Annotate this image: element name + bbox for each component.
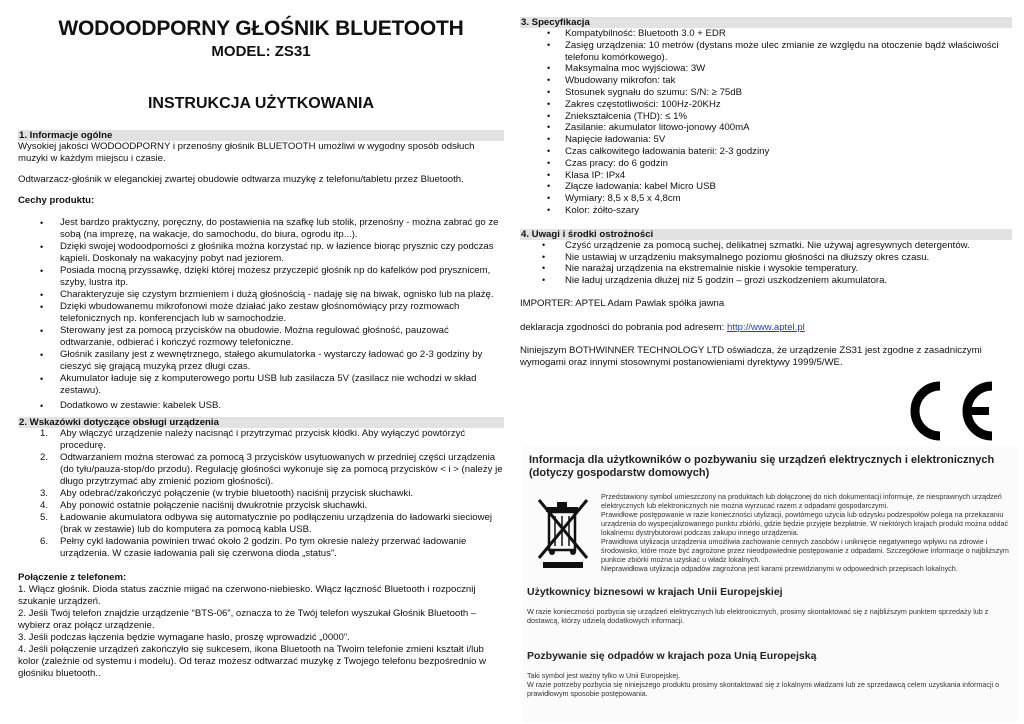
features-heading: Cechy produktu: bbox=[18, 195, 95, 206]
list-item: • Wymiary: 8,5 x 8,5 x 4,8cm bbox=[520, 193, 1012, 205]
list-item: • Dzięki wbudowanemu mikrofonowi może działać jako zestaw głośnomówiący przy rozmowach telefonicznych np. konferencjach lub w samochodzie. bbox=[18, 301, 504, 325]
list-item: • Maksymalna moc wyjściowa: 3W bbox=[520, 63, 1012, 75]
list-item: • Napięcie ładowania: 5V bbox=[520, 134, 1012, 146]
list-item: • Zasilanie: akumulator litowo-jonowy 400mA bbox=[520, 122, 1012, 134]
left-column bbox=[18, 0, 504, 679]
tips-list bbox=[18, 428, 504, 560]
list-item: • Dzięki swojej wodoodporności z głośnika można korzystać np. w łazience biorąc prysznic czy podczas kąpieli. Doskonały na wakacyjny pobyt nad jeziorem. bbox=[18, 241, 504, 265]
warnings-list bbox=[520, 240, 1012, 287]
section-heading-spec: 3. Specyfikacja bbox=[520, 17, 1012, 28]
importer-text: IMPORTER: APTEL Adam Pawlak spółka jawna bbox=[520, 297, 725, 309]
list-item: 2. Odtwarzaniem można sterować za pomocą 3 przycisków usytuowanych w przedniej części urządzenia (do tyłu/pauza-stop/do przodu). Regulację głośności wykonuje się za pomocą przycisków < i > (należy je długo przytrzymać aby zmienić poziom głośności). bbox=[40, 452, 503, 487]
weee-outside bbox=[527, 650, 1011, 698]
weee-title: Informacja dla użytkowników o pozbywaniu się urządzeń elektrycznych i elektronicznych (dotyczy gospodarstw domowych) bbox=[529, 454, 995, 479]
compliance-text: Niniejszym BOTHWINNER TECHNOLOGY LTD oświadcza, że urządzenie ZS31 jest zgodne z zasadniczymi wymogami oraz innymi stosownymi postanowieniami dyrektywy 1999/5/WE. bbox=[520, 344, 982, 368]
list-item: 1. Aby włączyć urządzenie należy nacisnąć i przytrzymać przycisk kłódki. Aby wyłączyć powtórzyć procedurę. bbox=[40, 428, 466, 451]
list-item: • Złącze ładowania: kabel Micro USB bbox=[520, 181, 1012, 193]
connection-step: 4. Jeśli połączenie urządzeń zakończyło się sukcesem, ikona Bluetooth na Twoim telefonie zmieni kształt i/lub kolor (zależnie od systemu i modelu). Od teraz możesz odtwarzać muzykę z Twojego telefonu bezpośrednio w głośniku bluetooth.. bbox=[18, 644, 487, 679]
connection-step: 1. Włącz głośnik. Dioda status zacznie migać na czerwono-niebiesko. Włącz łączność Bluetooth i rozpocznij szukanie urządzeń. bbox=[18, 584, 476, 607]
warnings-section bbox=[520, 229, 1012, 369]
general-section bbox=[18, 130, 504, 412]
weee-body bbox=[601, 492, 1011, 573]
list-item: • Jest bardzo praktyczny, poręczny, do postawienia na szafkę lub stolik, przenośny - można zabrać go ze sobą (na imprezę, na wakacje, do samochodu, do biura, ogrodu itp...). bbox=[18, 217, 504, 241]
list-item: • Nie ustawiaj w urządzeniu maksymalnego poziomu głośności na dłuższy okres czasu. bbox=[520, 252, 1012, 264]
list-item: • Zasięg urządzenia: 10 metrów (dystans może ulec zmianie ze względu na otoczenie bądź właściwości telefonu komórkowego). bbox=[520, 40, 1012, 64]
list-item: • Akumulator ładuje się z komputerowego portu USB lub zasilacza 5V (zasilacz nie wchodzi w skład zestawu). bbox=[18, 373, 504, 397]
connection-heading: Połączenie z telefonem: bbox=[18, 572, 127, 583]
list-item: • Wbudowany mikrofon: tak bbox=[520, 75, 1012, 87]
declaration-link[interactable]: http://www.aptel.pl bbox=[726, 321, 805, 333]
paragraph: Wysokiej jakości WODOODPORNY i przenośny głośnik BLUETOOTH umożliwi w wygodny sposób odsłuch muzyki w każdym miejscu i czasie. bbox=[18, 141, 475, 164]
right-column bbox=[520, 0, 1012, 369]
weee-paragraph: Nieprawidłowa utylizacja odpadów zagrożona jest karami przewidzianymi w odpowiednich przepisach lokalnych. bbox=[601, 564, 958, 573]
instructions-heading: INSTRUKCJA UŻYTKOWANIA bbox=[147, 95, 375, 112]
list-item: • Czyść urządzenie za pomocą suchej, delikatnej szmatki. Nie używaj agresywnych detergentów. bbox=[520, 240, 1012, 252]
list-item: 6. Pełny cykl ładowania powinien trwać około 2 godzin. Po tym okresie należy przerwać ładowanie urządzenia. W czasie ładowania pali się czerwona dioda „status”. bbox=[40, 536, 467, 559]
spec-section bbox=[520, 17, 1012, 217]
section-heading-tips: 2. Wskazówki dotyczące obsługi urządzenia bbox=[18, 417, 504, 428]
weee-paragraph: Prawidłowe postępowanie w razie konieczności utylizacji, powtórnego użycia lub odzysku podzespołów polega na przekazaniu urządzenia do wyspecjalizowanego punktu zbiórki, gdzie będzie przyjęte bezpłatnie. W niektórych krajach produkt można oddać lokalnemu dystrybutorowi podczas zakupu innego urządzenia. bbox=[601, 510, 1009, 537]
list-item: 5. Ładowanie akumulatora odbywa się automatycznie po podłączeniu urządzenia do ładowarki sieciowej (brak w zestawie) lub do komputera za pomocą kabla USB. bbox=[40, 512, 492, 535]
section-heading-general: 1. Informacje ogólne bbox=[18, 130, 504, 141]
list-item: • Dodatkowo w zestawie: kabelek USB. bbox=[18, 400, 504, 412]
list-item: • Kolor: żółto-szary bbox=[520, 205, 1012, 217]
list-item: • Kompatybilność: Bluetooth 3.0 + EDR bbox=[520, 28, 1012, 40]
list-item: • Zakres częstotliwości: 100Hz-20KHz bbox=[520, 99, 1012, 111]
list-item: • Posiada mocną przyssawkę, dzięki której możesz przyczepić głośnik np do kafelków pod prysznicem, szyby, lustra itp. bbox=[18, 265, 504, 289]
list-item: • Sterowany jest za pomocą przycisków na obudowie. Można regulować głośność, pauzować odtwarzanie, odbierać i kończyć rozmowy telefoniczne. bbox=[18, 325, 504, 349]
list-item: • Klasa IP: IPx4 bbox=[520, 170, 1012, 182]
model-label: MODEL: ZS31 bbox=[211, 43, 311, 60]
list-item: • Stosunek sygnału do szumu: S/N: ≥ 75dB bbox=[520, 87, 1012, 99]
spec-list bbox=[520, 28, 1012, 217]
list-item: • Charakteryzuje się czystym brzmieniem i dużą głośnością - nadaję się na biwak, ognisko lub na plażę. bbox=[18, 289, 504, 301]
weee-outside-text: W razie potrzeby pozbycia się niniejszego produktu prosimy skontaktować się z lokalnymi władzami lub ze sprzedawcą celem uzyskania informacji o prawidłowym sposobie postępowania. bbox=[527, 680, 1000, 698]
weee-paragraph: Przedstawiony symbol umieszczony na produktach lub dołączonej do nich dokumentacji informuje, że niesprawnych urządzeń elektrycznych lub elektronicznych nie można wyrzucać razem z odpadami gospodarczymi. bbox=[601, 492, 1002, 510]
list-item: • Zniekształcenia (THD): ≤ 1% bbox=[520, 111, 1012, 123]
ce-mark-icon bbox=[896, 380, 998, 442]
list-item: • Czas całkowitego ładowania baterii: 2-3 godziny bbox=[520, 146, 1012, 158]
paragraph: Odtwarzacz-głośnik w eleganckiej zwartej obudowie odtwarza muzykę z telefonu/tabletu przez Bluetooth. bbox=[18, 174, 464, 185]
connection-step: 3. Jeśli podczas łączenia będzie wymagane hasło, proszę wprowadzić „0000”. bbox=[18, 632, 350, 643]
weee-outside-text: Taki symbol jest ważny tylko w Unii Europejskej. bbox=[527, 671, 680, 680]
tips-section bbox=[18, 417, 504, 680]
connection-step: 2. Jeśli Twój telefon znajdzie urządzenie “BTS-06”, oznacza to że Twój telefon wyszukał Głośnik Bluetooth – wybierz oraz połącz urządzenie. bbox=[18, 608, 477, 631]
list-item: • Nie narażaj urządzenia na ekstremalnie niskie i wysokie temperatury. bbox=[520, 263, 1012, 275]
section-heading-warnings: 4. Uwagi i środki ostrożności bbox=[520, 229, 1012, 240]
page-title: WODOODPORNY GŁOŚNIK BLUETOOTH bbox=[58, 17, 464, 40]
list-item: • Czas pracy: do 6 godzin bbox=[520, 158, 1012, 170]
declaration-text: deklaracja zgodności do pobrania pod adresem: http://www.aptel.pl bbox=[520, 321, 805, 333]
weee-business bbox=[527, 586, 1011, 625]
crossed-bin-icon bbox=[535, 496, 591, 570]
features-list bbox=[18, 217, 504, 412]
list-item: • Nie ładuj urządzenia dłużej niż 5 godzin – grozi uszkodzeniem akumulatora. bbox=[520, 275, 1012, 287]
list-item: 3. Aby odebrać/zakończyć połączenie (w trybie bluetooth) naciśnij przycisk słuchawki. bbox=[40, 488, 413, 499]
weee-notice bbox=[523, 446, 1017, 722]
list-item: 4. Aby ponowić ostatnie połączenie naciśnij dwukrotnie przycisk słuchawki. bbox=[40, 500, 368, 511]
weee-paragraph: Prawidłowa utylizacja urządzenia umożliwia zachowanie cennych zasobów i uniknięcie negatywnego wpływu na zdrowie i środowisko, które może być zagrożone przez nieodpowiednie postępowanie z odpadami. Szczegółowe informacje o najbliższym punkcie zbiórki można uzyskać u władz lokalnych. bbox=[601, 537, 1009, 564]
weee-business-text: W razie konieczności pozbycia się urządzeń elektrycznych lub elektronicznych, prosimy skontaktować się z najbliższym punktem sprzedaży lub z dostawcą, którzy udzielą dodatkowych informacji. bbox=[527, 607, 989, 625]
list-item: • Głośnik zasilany jest z wewnętrznego, stałego akumulatorka - wystarczy ładować go 2-3 godziny by cieszyć się grającą muzyką przez długi czas. bbox=[18, 349, 504, 373]
weee-outside-heading: Pozbywanie się odpadów w krajach poza Unią Europejską bbox=[527, 650, 817, 662]
weee-business-heading: Użytkownicy biznesowi w krajach Unii Europejskiej bbox=[527, 586, 783, 598]
